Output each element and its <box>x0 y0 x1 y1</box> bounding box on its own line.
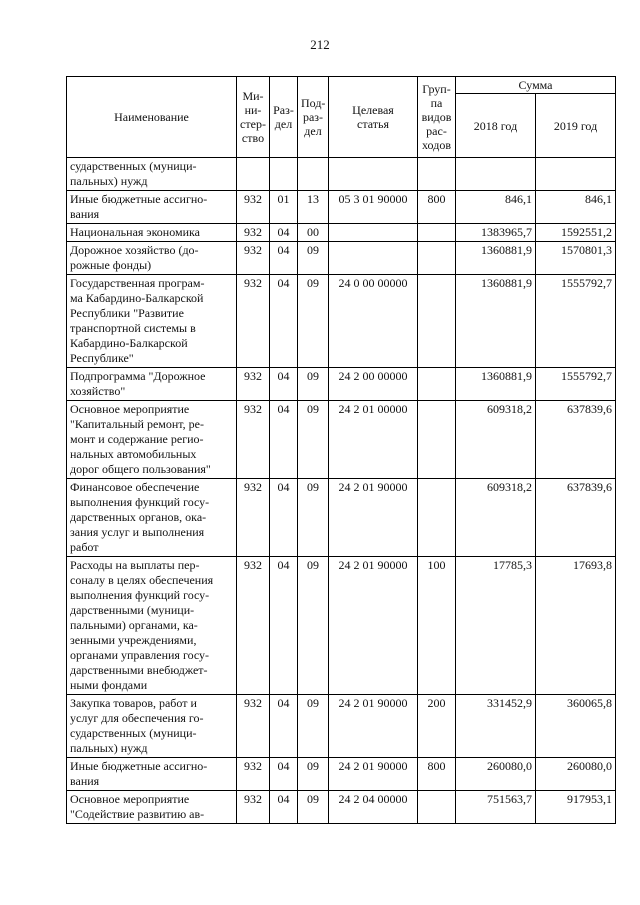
row-name-line: Национальная экономика <box>70 225 200 239</box>
row-sum-2018: 609318,2 <box>456 479 536 557</box>
row-ministry: 932 <box>237 479 270 557</box>
row-sum-2018: 260080,0 <box>456 758 536 791</box>
row-name-line: Республики "Развитие <box>70 306 184 320</box>
header-line: па <box>430 96 443 110</box>
row-name <box>67 479 237 557</box>
header-line: раз- <box>302 110 324 124</box>
header-sum: Сумма <box>456 77 616 94</box>
row-sum-2018: 846,1 <box>456 191 536 224</box>
table-row <box>67 557 616 695</box>
row-name <box>67 368 237 401</box>
row-ministry: 932 <box>237 368 270 401</box>
row-section: 04 <box>270 479 298 557</box>
row-expense-group <box>418 158 456 191</box>
row-name-line: зания услуг и выполнения <box>70 525 205 539</box>
row-subsection: 09 <box>298 791 329 824</box>
row-expense-group <box>418 368 456 401</box>
row-name <box>67 158 237 191</box>
row-name-line: нальных автомобильных <box>70 447 197 461</box>
row-subsection: 09 <box>298 758 329 791</box>
row-sum-2019: 1570801,3 <box>536 242 616 275</box>
row-name <box>67 275 237 368</box>
row-name-line: Кабардино-Балкарской <box>70 336 188 350</box>
row-target-article <box>329 224 418 242</box>
row-name-line: сударственных (муници- <box>70 159 197 173</box>
row-expense-group <box>418 275 456 368</box>
row-sum-2019: 846,1 <box>536 191 616 224</box>
row-ministry: 932 <box>237 191 270 224</box>
row-sum-2018: 751563,7 <box>456 791 536 824</box>
row-name-line: работ <box>70 540 99 554</box>
row-sum-2018: 609318,2 <box>456 401 536 479</box>
row-name-line: пальных) нужд <box>70 741 148 755</box>
row-sum-2019: 637839,6 <box>536 401 616 479</box>
row-section: 04 <box>270 557 298 695</box>
row-expense-group: 800 <box>418 758 456 791</box>
table-row <box>67 479 616 557</box>
row-name-line: Дорожное хозяйство (до- <box>70 243 199 257</box>
row-expense-group <box>418 224 456 242</box>
header-section <box>270 77 298 158</box>
row-subsection: 09 <box>298 242 329 275</box>
header-line: дел <box>304 124 322 138</box>
row-section: 01 <box>270 191 298 224</box>
header-subsection <box>298 77 329 158</box>
row-sum-2018: 1360881,9 <box>456 275 536 368</box>
table-row <box>67 368 616 401</box>
table-row <box>67 191 616 224</box>
row-name <box>67 401 237 479</box>
header-line: ство <box>241 131 265 145</box>
header-line: стер- <box>240 117 266 131</box>
row-sum-2018: 331452,9 <box>456 695 536 758</box>
row-name-line: пальными) органами, ка- <box>70 618 198 632</box>
row-name-line: сударственных (муници- <box>70 726 197 740</box>
row-name-line: органами управления госу- <box>70 648 210 662</box>
row-expense-group: 200 <box>418 695 456 758</box>
row-target-article: 24 2 01 00000 <box>329 401 418 479</box>
header-name: Наименование <box>67 77 237 158</box>
row-name <box>67 791 237 824</box>
row-name-line: соналу в целях обеспечения <box>70 573 214 587</box>
row-sum-2019: 917953,1 <box>536 791 616 824</box>
row-sum-2019: 1555792,7 <box>536 368 616 401</box>
row-ministry: 932 <box>237 242 270 275</box>
row-target-article: 24 2 01 90000 <box>329 557 418 695</box>
row-name-line: Подпрограмма "Дорожное <box>70 369 206 383</box>
header-line: Под- <box>301 96 326 110</box>
row-name-line: вания <box>70 774 100 788</box>
row-ministry: 932 <box>237 557 270 695</box>
table-row <box>67 242 616 275</box>
row-section: 04 <box>270 224 298 242</box>
header-row-top <box>67 77 616 94</box>
row-name-line: дарственных органов, ока- <box>70 510 207 524</box>
row-name-line: ма Кабардино-Балкарской <box>70 291 204 305</box>
table-row <box>67 158 616 191</box>
table-row <box>67 224 616 242</box>
row-ministry: 932 <box>237 401 270 479</box>
row-section: 04 <box>270 368 298 401</box>
header-line: дел <box>274 117 293 131</box>
row-name-line: "Капитальный ремонт, ре- <box>70 417 204 431</box>
row-name-line: дорог общего пользования" <box>70 462 211 476</box>
header-line: Груп- <box>422 82 451 96</box>
row-name-line: Основное мероприятие <box>70 402 190 416</box>
row-target-article <box>329 158 418 191</box>
row-name-line: вания <box>70 207 100 221</box>
row-subsection: 09 <box>298 479 329 557</box>
row-name-line: хозяйство" <box>70 384 126 398</box>
row-section: 04 <box>270 758 298 791</box>
row-name-line: Основное мероприятие <box>70 792 190 806</box>
row-sum-2018: 1360881,9 <box>456 368 536 401</box>
row-name-line: Закупка товаров, работ и <box>70 696 197 710</box>
row-section: 04 <box>270 275 298 368</box>
table-row <box>67 791 616 824</box>
row-subsection: 09 <box>298 557 329 695</box>
row-section: 04 <box>270 695 298 758</box>
row-target-article: 05 3 01 90000 <box>329 191 418 224</box>
row-ministry: 932 <box>237 791 270 824</box>
row-subsection <box>298 158 329 191</box>
row-expense-group <box>418 242 456 275</box>
table-body <box>67 158 616 824</box>
row-name-line: пальных) нужд <box>70 174 148 188</box>
row-ministry: 932 <box>237 758 270 791</box>
row-name-line: Иные бюджетные ассигно- <box>70 759 208 773</box>
row-name-line: "Содействие развитию ав- <box>70 807 205 821</box>
table-row <box>67 401 616 479</box>
row-name-line: Иные бюджетные ассигно- <box>70 192 208 206</box>
header-ministry <box>237 77 270 158</box>
row-name-line: дарственными (муници- <box>70 603 195 617</box>
row-name-line: дарственными внебюджет- <box>70 663 208 677</box>
header-target-article <box>329 77 418 158</box>
row-sum-2019 <box>536 158 616 191</box>
row-ministry <box>237 158 270 191</box>
row-name <box>67 191 237 224</box>
row-expense-group <box>418 401 456 479</box>
row-name-line: Финансовое обеспечение <box>70 480 200 494</box>
row-name-line: Республике" <box>70 351 134 365</box>
row-name-line: зенными учреждениями, <box>70 633 197 647</box>
row-ministry: 932 <box>237 695 270 758</box>
row-name <box>67 224 237 242</box>
row-section: 04 <box>270 401 298 479</box>
row-subsection: 09 <box>298 368 329 401</box>
row-expense-group: 800 <box>418 191 456 224</box>
row-sum-2018: 17785,3 <box>456 557 536 695</box>
row-subsection: 13 <box>298 191 329 224</box>
row-sum-2019: 360065,8 <box>536 695 616 758</box>
header-line: статья <box>357 117 389 131</box>
row-sum-2018: 1360881,9 <box>456 242 536 275</box>
header-line: ходов <box>422 138 451 152</box>
row-sum-2019: 1592551,2 <box>536 224 616 242</box>
header-line: Раз- <box>273 103 294 117</box>
row-sum-2019: 1555792,7 <box>536 275 616 368</box>
row-target-article <box>329 242 418 275</box>
row-section: 04 <box>270 242 298 275</box>
header-line: Ми- <box>242 89 264 103</box>
row-target-article: 24 2 01 90000 <box>329 479 418 557</box>
row-target-article: 24 2 01 90000 <box>329 695 418 758</box>
row-name <box>67 557 237 695</box>
row-subsection: 09 <box>298 695 329 758</box>
row-name <box>67 758 237 791</box>
row-name <box>67 695 237 758</box>
row-name-line: услуг для обеспечения го- <box>70 711 204 725</box>
row-target-article: 24 2 00 00000 <box>329 368 418 401</box>
row-expense-group <box>418 479 456 557</box>
row-name-line: транспортной системы в <box>70 321 196 335</box>
row-name-line: монт и содержание регио- <box>70 432 204 446</box>
budget-table <box>66 76 616 824</box>
row-subsection: 09 <box>298 275 329 368</box>
row-expense-group: 100 <box>418 557 456 695</box>
row-ministry: 932 <box>237 224 270 242</box>
row-section: 04 <box>270 791 298 824</box>
header-expense-group <box>418 77 456 158</box>
table-row <box>67 758 616 791</box>
header-year-2019: 2019 год <box>536 94 616 158</box>
row-sum-2019: 637839,6 <box>536 479 616 557</box>
row-sum-2019: 260080,0 <box>536 758 616 791</box>
row-name-line: выполнения функций госу- <box>70 495 210 509</box>
header-line: рас- <box>426 124 447 138</box>
row-name-line: рожные фонды) <box>70 258 152 272</box>
header-line: видов <box>421 110 452 124</box>
row-subsection: 00 <box>298 224 329 242</box>
row-name <box>67 242 237 275</box>
page-number: 212 <box>310 37 330 52</box>
header-line: ни- <box>244 103 262 117</box>
row-sum-2019: 17693,8 <box>536 557 616 695</box>
header-line: Целевая <box>352 103 394 117</box>
row-section <box>270 158 298 191</box>
row-name-line: ными фондами <box>70 678 148 692</box>
header-year-2018: 2018 год <box>456 94 536 158</box>
table-row <box>67 275 616 368</box>
row-target-article: 24 2 04 00000 <box>329 791 418 824</box>
row-name-line: Расходы на выплаты пер- <box>70 558 200 572</box>
row-target-article: 24 0 00 00000 <box>329 275 418 368</box>
table-row <box>67 695 616 758</box>
row-subsection: 09 <box>298 401 329 479</box>
row-ministry: 932 <box>237 275 270 368</box>
row-name-line: Государственная програм- <box>70 276 205 290</box>
row-sum-2018: 1383965,7 <box>456 224 536 242</box>
row-name-line: выполнения функций госу- <box>70 588 210 602</box>
row-target-article: 24 2 01 90000 <box>329 758 418 791</box>
row-sum-2018 <box>456 158 536 191</box>
row-expense-group <box>418 791 456 824</box>
